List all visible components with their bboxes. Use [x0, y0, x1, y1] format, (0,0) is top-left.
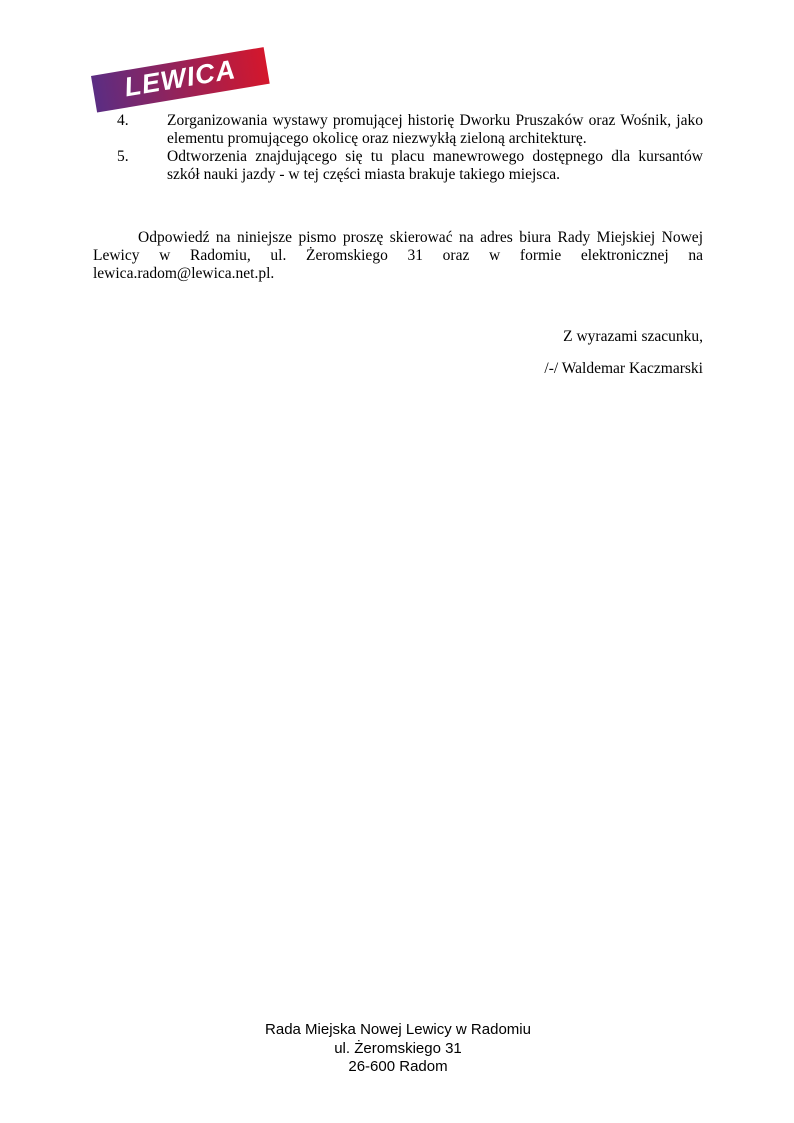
- list-item-text: Odtworzenia znajdującego się tu placu manewrowego dostępnego dla kursantów szkół nauki jazdy - w tej części miasta brakuje takiego miejsca.: [167, 148, 703, 183]
- signature-block: [93, 328, 703, 378]
- footer-line-city: 26-600 Radom: [348, 1058, 448, 1075]
- numbered-list: [93, 112, 703, 184]
- footer-line-street: ul. Żeromskiego 31: [334, 1039, 462, 1057]
- list-item: [93, 148, 703, 184]
- lewica-logo: [91, 47, 270, 112]
- list-item-number: 5.: [117, 148, 129, 165]
- list-item: [93, 112, 703, 148]
- signature-name: /-/ Waldemar Kaczmarski: [544, 360, 703, 377]
- list-item-text: Zorganizowania wystawy promującej historię Dworku Pruszaków oraz Wośnik, jako elementu promującego okolicę oraz niezwykłą zieloną architekturę.: [167, 112, 703, 147]
- body-paragraph: Odpowiedź na niniejsze pismo proszę skierować na adres biura Rady Miejskiej Nowej Lewicy w Radomiu, ul. Żeromskiego 31 oraz w formie elektronicznej na lewica.radom@lewica.net.pl.: [93, 229, 703, 282]
- lewica-logo-text: LEWICA: [122, 54, 239, 103]
- footer-line-organization: Rada Miejska Nowej Lewicy w Radomiu: [265, 1021, 531, 1038]
- list-item-number: 4.: [117, 112, 129, 129]
- page-footer: [93, 1021, 703, 1077]
- signature-closing: Z wyrazami szacunku,: [563, 328, 703, 345]
